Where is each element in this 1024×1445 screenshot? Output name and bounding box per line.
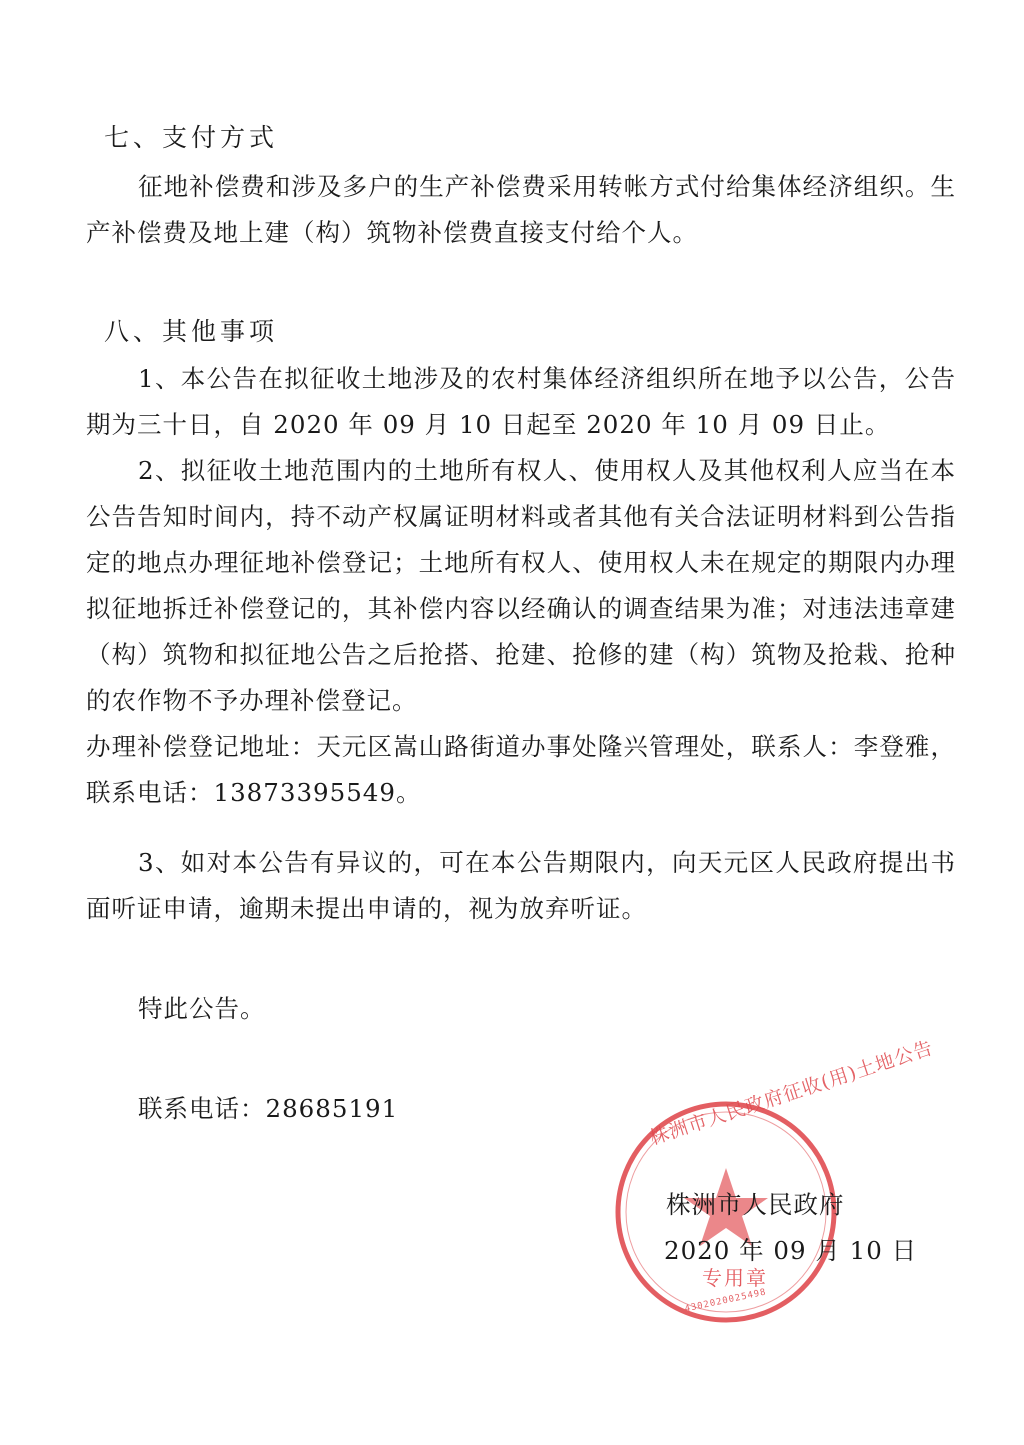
item-1-paragraph: 1、本公告在拟征收土地涉及的农村集体经济组织所在地予以公告，公告期为三十日，自 2020 年 09 月 10 日起至 2020 年 10 月 09 日止。 <box>86 364 956 439</box>
item-2-paragraph: 2、拟征收土地范围内的土地所有权人、使用权人及其他权利人应当在本公告告知时间内，持不动产权属证明材料或者其他有关合法证明材料到公告指定的地点办理征地补偿登记；土地所有权人、使用权人未在规定的期限内办理拟征地拆迁补偿登记的，其补偿内容以经确认的调查结果为准；对违法违章建（构）筑物和拟征地公告之后抢搭、抢建、抢修的建（构）筑物及抢栽、抢种的农作物不予办理补偿登记。 <box>86 456 956 715</box>
signature-org: 株洲市人民政府 <box>666 1190 845 1219</box>
item-3-paragraph: 3、如对本公告有异议的，可在本公告期限内，向天元区人民政府提出书面听证申请，逾期未提出申请的，视为放弃听证。 <box>86 848 956 923</box>
seal-ring-text: 株洲市人民政府征收(用)土地公告 <box>647 1036 937 1150</box>
closing-statement: 特此公告。 <box>138 994 266 1023</box>
section-7-paragraph: 征地补偿费和涉及多户的生产补偿费采用转帐方式付给集体经济组织。生产补偿费及地上建（构）筑物补偿费直接支付给个人。 <box>86 172 956 247</box>
section-7-heading: 七、支付方式 <box>104 123 279 152</box>
seal-code: 4302020025498 <box>683 1287 768 1315</box>
signature-date: 2020 年 09 月 10 日 <box>664 1236 918 1265</box>
contact-phone: 联系电话：28685191 <box>138 1094 399 1123</box>
seal-center-text: 专用章 <box>702 1266 768 1290</box>
section-8-heading: 八、其他事项 <box>104 317 279 346</box>
address-paragraph: 办理补偿登记地址：天元区嵩山路街道办事处隆兴管理处，联系人：李登雅，联系电话：13873395549。 <box>86 732 956 807</box>
